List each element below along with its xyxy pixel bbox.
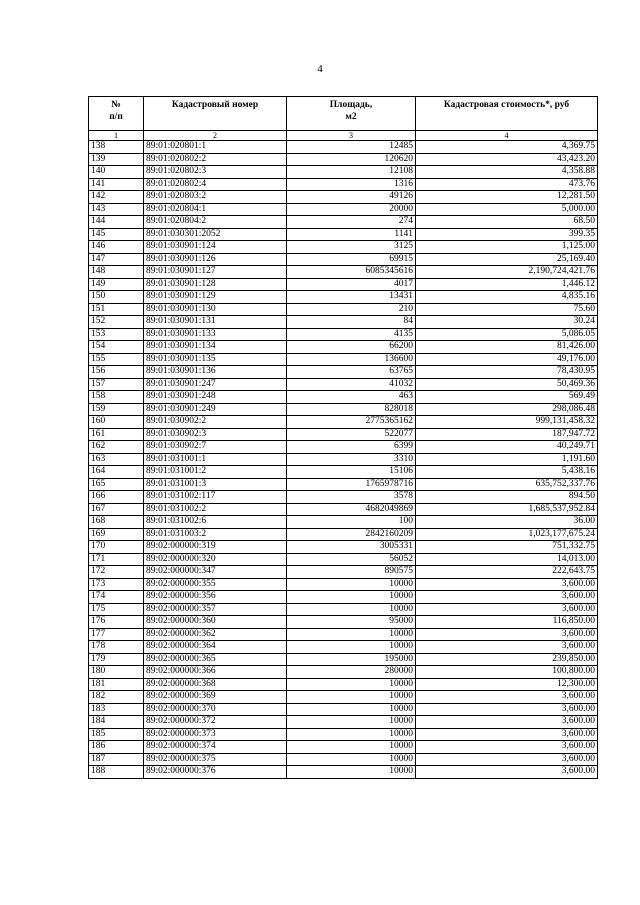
cost-value: 5,086.05 — [416, 328, 598, 341]
cost-value: 187,947.72 — [416, 428, 598, 441]
cadastral-number: 89:01:030901:129 — [144, 291, 287, 304]
row-number: 162 — [89, 441, 144, 454]
cadastral-number: 89:02:000000:364 — [144, 641, 287, 654]
table-row — [89, 278, 598, 291]
row-number: 148 — [89, 266, 144, 279]
cadastral-number: 89:02:000000:356 — [144, 591, 287, 604]
table-row — [89, 678, 598, 691]
cadastral-number: 89:01:030901:130 — [144, 303, 287, 316]
table-row — [89, 741, 598, 754]
cost-value: 116,850.00 — [416, 616, 598, 629]
cadastral-number: 89:01:030902:7 — [144, 441, 287, 454]
cost-value: 4,369.75 — [416, 141, 598, 154]
cost-value: 14,013.00 — [416, 553, 598, 566]
area-value: 10000 — [287, 641, 416, 654]
cadastral-number: 89:01:030901:135 — [144, 353, 287, 366]
cost-value: 68.50 — [416, 216, 598, 229]
cost-value: 1,685,537,952.84 — [416, 503, 598, 516]
table-row — [89, 541, 598, 554]
cadastral-number: 89:01:031003:2 — [144, 528, 287, 541]
cadastral-number: 89:02:000000:368 — [144, 678, 287, 691]
cadastral-number: 89:01:020802:4 — [144, 178, 287, 191]
cost-value: 100,800.00 — [416, 666, 598, 679]
table-header-row — [89, 97, 598, 131]
row-number: 164 — [89, 466, 144, 479]
table-row — [89, 716, 598, 729]
table-row — [89, 291, 598, 304]
cost-value: 1,023,177,675.24 — [416, 528, 598, 541]
table-body — [89, 141, 598, 779]
row-number: 171 — [89, 553, 144, 566]
table-row — [89, 353, 598, 366]
cadastral-number: 89:01:030901:124 — [144, 241, 287, 254]
area-value: 10000 — [287, 753, 416, 766]
area-value: 84 — [287, 316, 416, 329]
cadastral-number: 89:02:000000:357 — [144, 603, 287, 616]
area-value: 2775365162 — [287, 416, 416, 429]
row-number: 139 — [89, 153, 144, 166]
row-number: 138 — [89, 141, 144, 154]
cadastral-number: 89:01:030301:2052 — [144, 228, 287, 241]
area-value: 463 — [287, 391, 416, 404]
table-row — [89, 303, 598, 316]
row-number: 188 — [89, 766, 144, 779]
cost-value: 3,600.00 — [416, 728, 598, 741]
table-row — [89, 316, 598, 329]
area-value: 10000 — [287, 691, 416, 704]
cost-value: 3,600.00 — [416, 628, 598, 641]
table-row — [89, 191, 598, 204]
cost-value: 75.60 — [416, 303, 598, 316]
cost-value: 78,430.95 — [416, 366, 598, 379]
area-value: 1316 — [287, 178, 416, 191]
area-value: 195000 — [287, 653, 416, 666]
row-number: 144 — [89, 216, 144, 229]
cost-value: 3,600.00 — [416, 641, 598, 654]
row-number: 180 — [89, 666, 144, 679]
cost-value: 12,300.00 — [416, 678, 598, 691]
area-value: 10000 — [287, 766, 416, 779]
cost-value: 894.50 — [416, 491, 598, 504]
row-number: 158 — [89, 391, 144, 404]
cadastral-number: 89:01:031001:3 — [144, 478, 287, 491]
row-number: 181 — [89, 678, 144, 691]
cost-value: 3,600.00 — [416, 603, 598, 616]
row-number: 155 — [89, 353, 144, 366]
cadastral-number: 89:02:000000:376 — [144, 766, 287, 779]
area-value: 2842160209 — [287, 528, 416, 541]
area-value: 10000 — [287, 628, 416, 641]
area-value: 210 — [287, 303, 416, 316]
table-row — [89, 428, 598, 441]
cost-value: 222,643.75 — [416, 566, 598, 579]
header-cadastral-number: Кадастровый номер — [144, 97, 287, 131]
cadastral-number: 89:02:000000:365 — [144, 653, 287, 666]
cadastral-number: 89:01:030901:131 — [144, 316, 287, 329]
table-row — [89, 166, 598, 179]
area-value: 63765 — [287, 366, 416, 379]
cost-value: 3,600.00 — [416, 741, 598, 754]
row-number: 151 — [89, 303, 144, 316]
area-value: 3578 — [287, 491, 416, 504]
row-number: 178 — [89, 641, 144, 654]
cadastral-number: 89:02:000000:347 — [144, 566, 287, 579]
area-value: 3125 — [287, 241, 416, 254]
table-row — [89, 491, 598, 504]
table-row — [89, 703, 598, 716]
row-number: 170 — [89, 541, 144, 554]
row-number: 173 — [89, 578, 144, 591]
row-number: 182 — [89, 691, 144, 704]
cost-value: 4,835.16 — [416, 291, 598, 304]
cost-value: 3,600.00 — [416, 591, 598, 604]
table-row — [89, 566, 598, 579]
cost-value: 3,600.00 — [416, 703, 598, 716]
table-row — [89, 603, 598, 616]
area-value: 69915 — [287, 253, 416, 266]
row-number: 179 — [89, 653, 144, 666]
row-number: 165 — [89, 478, 144, 491]
cadastral-number: 89:02:000000:320 — [144, 553, 287, 566]
row-number: 186 — [89, 741, 144, 754]
cadastral-number: 89:01:031002:117 — [144, 491, 287, 504]
cadastral-number: 89:02:000000:373 — [144, 728, 287, 741]
row-number: 160 — [89, 416, 144, 429]
area-value: 10000 — [287, 716, 416, 729]
area-value: 274 — [287, 216, 416, 229]
area-value: 280000 — [287, 666, 416, 679]
cadastral-number: 89:02:000000:370 — [144, 703, 287, 716]
table-row — [89, 228, 598, 241]
column-number-row — [89, 131, 598, 141]
area-value: 4017 — [287, 278, 416, 291]
cadastral-number: 89:02:000000:369 — [144, 691, 287, 704]
table-row — [89, 516, 598, 529]
table-row — [89, 616, 598, 629]
area-value: 100 — [287, 516, 416, 529]
table-row — [89, 241, 598, 254]
cadastral-table — [88, 96, 598, 779]
cadastral-number: 89:01:031002:6 — [144, 516, 287, 529]
cost-value: 3,600.00 — [416, 766, 598, 779]
table-row — [89, 503, 598, 516]
area-value: 56052 — [287, 553, 416, 566]
cadastral-number: 89:01:030901:133 — [144, 328, 287, 341]
area-value: 15106 — [287, 466, 416, 479]
cost-value: 5,000.00 — [416, 203, 598, 216]
cadastral-number: 89:01:031001:1 — [144, 453, 287, 466]
row-number: 149 — [89, 278, 144, 291]
cost-value: 4,358.88 — [416, 166, 598, 179]
row-number: 150 — [89, 291, 144, 304]
table-row — [89, 578, 598, 591]
area-value: 66200 — [287, 341, 416, 354]
row-number: 172 — [89, 566, 144, 579]
cadastral-number: 89:01:030901:136 — [144, 366, 287, 379]
cadastral-number: 89:01:020804:2 — [144, 216, 287, 229]
cadastral-number: 89:02:000000:362 — [144, 628, 287, 641]
table-row — [89, 178, 598, 191]
cost-value: 1,191.60 — [416, 453, 598, 466]
table-row — [89, 466, 598, 479]
area-value: 3005331 — [287, 541, 416, 554]
row-number: 176 — [89, 616, 144, 629]
table-row — [89, 328, 598, 341]
table-row — [89, 341, 598, 354]
area-value: 10000 — [287, 591, 416, 604]
header-cadastral-cost: Кадастровая стоимость*, руб — [416, 97, 598, 131]
cadastral-number: 89:01:020802:2 — [144, 153, 287, 166]
column-number: 4 — [416, 131, 598, 141]
cost-value: 30.24 — [416, 316, 598, 329]
row-number: 185 — [89, 728, 144, 741]
cadastral-number: 89:02:000000:374 — [144, 741, 287, 754]
area-value: 120620 — [287, 153, 416, 166]
table-row — [89, 391, 598, 404]
area-value: 10000 — [287, 603, 416, 616]
table-row — [89, 553, 598, 566]
table-row — [89, 453, 598, 466]
table-row — [89, 378, 598, 391]
cadastral-number: 89:02:000000:366 — [144, 666, 287, 679]
table-row — [89, 141, 598, 154]
cadastral-number: 89:01:030901:249 — [144, 403, 287, 416]
area-value: 6085345616 — [287, 266, 416, 279]
area-value: 522077 — [287, 428, 416, 441]
area-value: 13431 — [287, 291, 416, 304]
cost-value: 5,438.16 — [416, 466, 598, 479]
area-value: 12485 — [287, 141, 416, 154]
row-number: 157 — [89, 378, 144, 391]
cadastral-number: 89:01:020802:3 — [144, 166, 287, 179]
table-row — [89, 666, 598, 679]
area-value: 49126 — [287, 191, 416, 204]
row-number: 153 — [89, 328, 144, 341]
table-row — [89, 266, 598, 279]
row-number: 184 — [89, 716, 144, 729]
cadastral-number: 89:01:030901:248 — [144, 391, 287, 404]
area-value: 10000 — [287, 678, 416, 691]
cadastral-number: 89:01:030901:128 — [144, 278, 287, 291]
cadastral-number: 89:01:030901:247 — [144, 378, 287, 391]
cadastral-number: 89:01:020801:1 — [144, 141, 287, 154]
cost-value: 3,600.00 — [416, 578, 598, 591]
cost-value: 3,600.00 — [416, 753, 598, 766]
column-number: 2 — [144, 131, 287, 141]
table-row — [89, 216, 598, 229]
area-value: 20000 — [287, 203, 416, 216]
cost-value: 43,423.20 — [416, 153, 598, 166]
row-number: 174 — [89, 591, 144, 604]
cost-value: 12,281.50 — [416, 191, 598, 204]
table-row — [89, 691, 598, 704]
area-value: 3310 — [287, 453, 416, 466]
table-row — [89, 766, 598, 779]
cadastral-number: 89:01:031002:2 — [144, 503, 287, 516]
cadastral-number: 89:02:000000:355 — [144, 578, 287, 591]
cost-value: 40,249.71 — [416, 441, 598, 454]
cost-value: 635,752,337.76 — [416, 478, 598, 491]
row-number: 183 — [89, 703, 144, 716]
area-value: 890575 — [287, 566, 416, 579]
area-value: 1141 — [287, 228, 416, 241]
area-value: 12108 — [287, 166, 416, 179]
table-row — [89, 253, 598, 266]
cost-value: 2,190,724,421.76 — [416, 266, 598, 279]
area-value: 1765978716 — [287, 478, 416, 491]
cadastral-number: 89:02:000000:372 — [144, 716, 287, 729]
cost-value: 50,469.36 — [416, 378, 598, 391]
cadastral-number: 89:01:020804:1 — [144, 203, 287, 216]
row-number: 142 — [89, 191, 144, 204]
cost-value: 239,850.00 — [416, 653, 598, 666]
area-value: 828018 — [287, 403, 416, 416]
area-value: 10000 — [287, 741, 416, 754]
cost-value: 1,446.12 — [416, 278, 598, 291]
row-number: 166 — [89, 491, 144, 504]
cost-value: 81,426.00 — [416, 341, 598, 354]
area-value: 10000 — [287, 703, 416, 716]
table-row — [89, 203, 598, 216]
cadastral-number: 89:02:000000:360 — [144, 616, 287, 629]
cadastral-number: 89:01:030901:126 — [144, 253, 287, 266]
row-number: 187 — [89, 753, 144, 766]
header-area: Площадь, м2 — [287, 97, 416, 131]
cost-value: 1,125.00 — [416, 241, 598, 254]
table-row — [89, 153, 598, 166]
cost-value: 298,086.48 — [416, 403, 598, 416]
row-number: 154 — [89, 341, 144, 354]
row-number: 156 — [89, 366, 144, 379]
row-number: 159 — [89, 403, 144, 416]
row-number: 161 — [89, 428, 144, 441]
cost-value: 36.00 — [416, 516, 598, 529]
table-row — [89, 628, 598, 641]
header-num: № п/п — [89, 97, 144, 131]
table-row — [89, 641, 598, 654]
cadastral-number: 89:01:030902:2 — [144, 416, 287, 429]
row-number: 167 — [89, 503, 144, 516]
table-row — [89, 403, 598, 416]
row-number: 141 — [89, 178, 144, 191]
area-value: 10000 — [287, 728, 416, 741]
table-row — [89, 728, 598, 741]
row-number: 140 — [89, 166, 144, 179]
cadastral-number: 89:01:030901:134 — [144, 341, 287, 354]
row-number: 163 — [89, 453, 144, 466]
table-row — [89, 753, 598, 766]
table-row — [89, 591, 598, 604]
area-value: 4135 — [287, 328, 416, 341]
row-number: 146 — [89, 241, 144, 254]
area-value: 6399 — [287, 441, 416, 454]
area-value: 10000 — [287, 578, 416, 591]
cadastral-number: 89:01:020803:2 — [144, 191, 287, 204]
area-value: 95000 — [287, 616, 416, 629]
cost-value: 25,169.40 — [416, 253, 598, 266]
area-value: 41032 — [287, 378, 416, 391]
table-row — [89, 366, 598, 379]
row-number: 169 — [89, 528, 144, 541]
table-row — [89, 653, 598, 666]
cadastral-number: 89:02:000000:319 — [144, 541, 287, 554]
row-number: 175 — [89, 603, 144, 616]
cadastral-number: 89:01:031001:2 — [144, 466, 287, 479]
page-number: 4 — [317, 63, 323, 75]
area-value: 4682049869 — [287, 503, 416, 516]
cadastral-number: 89:01:030901:127 — [144, 266, 287, 279]
row-number: 168 — [89, 516, 144, 529]
cadastral-number: 89:02:000000:375 — [144, 753, 287, 766]
cost-value: 3,600.00 — [416, 716, 598, 729]
table-row — [89, 441, 598, 454]
row-number: 145 — [89, 228, 144, 241]
table-row — [89, 478, 598, 491]
cost-value: 751,332.75 — [416, 541, 598, 554]
cost-value: 569.49 — [416, 391, 598, 404]
row-number: 152 — [89, 316, 144, 329]
cost-value: 3,600.00 — [416, 691, 598, 704]
row-number: 143 — [89, 203, 144, 216]
cadastral-number: 89:01:030902:3 — [144, 428, 287, 441]
table-row — [89, 528, 598, 541]
cost-value: 999,131,458.32 — [416, 416, 598, 429]
cost-value: 399.35 — [416, 228, 598, 241]
column-number: 1 — [89, 131, 144, 141]
column-number: 3 — [287, 131, 416, 141]
table-row — [89, 416, 598, 429]
row-number: 177 — [89, 628, 144, 641]
cost-value: 473.76 — [416, 178, 598, 191]
area-value: 136600 — [287, 353, 416, 366]
cost-value: 49,176.00 — [416, 353, 598, 366]
row-number: 147 — [89, 253, 144, 266]
